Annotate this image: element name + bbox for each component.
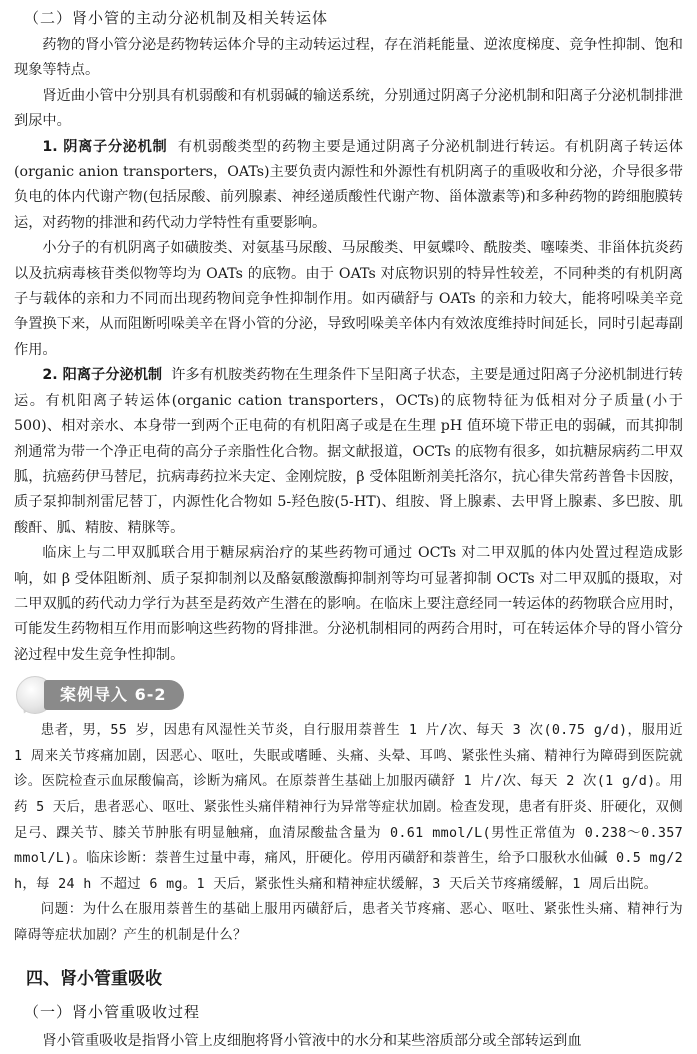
section-heading: （二）肾小管的主动分泌机制及相关转运体 [24,9,329,27]
cation-paragraph [14,363,683,541]
intro-paragraph-2: 肾近曲小管中分别具有机弱酸和有机弱碱的输送系统，分别通过阴离子分泌机制和阳离子分泌机制排泄到尿中。 [14,87,683,130]
cation-paragraph-2: 临床上与二甲双胍联合用于糖尿病治疗的某些药物可通过 OCTs 对二甲双胍的体内处置过程造成影响，如 β 受体阻断剂、质子泵抑制剂以及酪氨酸激酶抑制剂等均可显著抑制 OCTs 对二甲双胍的摄取，对二甲双胍的药代动力学行为甚至是药效产生潜在的影响。在临床上要注意经同一转运体的药物联合应用时，可能发生药物相互作用而影响这些药物的肾排泄。分泌机制相同的两药合用时，可在转运体介导的肾小管分泌过程中发生竞争性抑制。 [14,545,683,663]
cation-lead: 2. 阳离子分泌机制 [42,367,163,384]
section-4-heading: 四、肾小管重吸收 [26,968,162,989]
case-question: 问题：为什么在服用萘普生的基础上服用丙磺舒后，患者关节疼痛、恶心、呕吐、紧张性头痛、精神行为障碍等症状加剧？产生的机制是什么？ [14,902,683,943]
anion-paragraph-2: 小分子的有机阴离子如磺胺类、对氨基马尿酸、马尿酸类、甲氨蝶呤、酰胺类、噻嗪类、非甾体抗炎药以及抗病毒核苷类似物等均为 OATs 的底物。由于 OATs 对底物识别的特异性较差，不同种类的有机阴离子与载体的亲和力不同而出现药物间竞争性抑制作用。如丙磺舒与 OATs 的亲和力较大，能将吲哚美辛竞争置换下来，从而阻断吲哚美辛在肾小管的分泌，导致吲哚美辛体内有效浓度维持时间延长，同时引起毒副作用。 [14,240,683,358]
subsection-heading: （一）肾小管重吸收过程 [24,1002,201,1021]
intro-paragraph-1: 药物的肾小管分泌是药物转运体介导的主动转运过程，存在消耗能量、逆浓度梯度、竞争性抑制、饱和现象等特点。 [14,37,683,79]
case-text: 患者，男，55 岁，因患有风湿性关节炎，自行服用萘普生 1 片/次、每天 3 次(0.75 g/d)，服用近 1 周来关节疼痛加剧，因恶心、呕吐，失眠或嗜睡、头痛、头晕、耳鸣、紧张性头痛、精神行为障碍到医院就诊。医院检查示血尿酸偏高，诊断为痛风。在原萘普生基础上加服丙磺舒 1 片/次、每天 2 次(1 g/d)。用药 5 天后，患者恶心、呕吐、紧张性头痛伴精神行为异常等症状加剧。检查发现，患者有肝炎、肝硬化，双侧足弓、踝关节、膝关节肿胀有明显触痛，血清尿酸盐含量为 0.61 mmol/L(男性正常值为 0.238～0.357 mmol/L)。临床诊断：萘普生过量中毒，痛风，肝硬化。停用丙磺舒和萘普生，给予口服秋水仙碱 0.5 mg/2 h，每 24 h 不超过 6 mg。1 天后，紧张性头痛和精神症状缓解，3 天后关节疼痛缓解，1 周后出院。 [14,723,683,892]
cation-text: 许多有机胺类药物在生理条件下呈阳离子状态，主要是通过阳离子分泌机制进行转运。有机阳离子转运体(organic cation transporters，OCTs)的底物特征为低相对分子质量(小于 500)、相对亲水、本身带一到两个正电荷的有机阳离子或是在生理 pH 值环境下带正电的弱碱，而其抑制剂通常为带一个净正电荷的高分子亲脂性化合物。据文献报道，OCTs 的底物有很多，如抗糖尿病药二甲双胍，抗癌药伊马替尼，抗病毒药拉米夫定、金刚烷胺，β 受体阻断剂美托洛尔，抗心律失常药普鲁卡因胺，质子泵抑制剂雷尼替丁，内源性化合物如 5-羟色胺(5-HT)、组胺、肾上腺素、去甲肾上腺素、多巴胺、肌酸酐、胍、精胺、精脒等。 [14,367,683,536]
anion-lead: 1. 阴离子分泌机制 [42,138,168,155]
anion-text: 有机弱酸类型的药物主要是通过阴离子分泌机制进行转运。有机阴离子转运体(organic anion transporters，OATs)主要负责内源性和外源性有机阴离子的重吸收和分泌，介导很多带负电的体内代谢产物(包括尿酸、前列腺素、神经递质酸性代谢产物、甾体激素等)和多种药物的跨细胞膜转运，对药物的排泄和药代动力学特性有重要影响。 [14,138,683,231]
case-box [14,718,683,948]
final-paragraph: 肾小管重吸收是指肾小管上皮细胞将肾小管液中的水分和某些溶质部分或全部转运到血 [42,1032,582,1049]
case-banner [14,674,683,714]
case-banner-label: 案例导入 6-2 [44,680,184,710]
anion-paragraph [14,135,683,237]
